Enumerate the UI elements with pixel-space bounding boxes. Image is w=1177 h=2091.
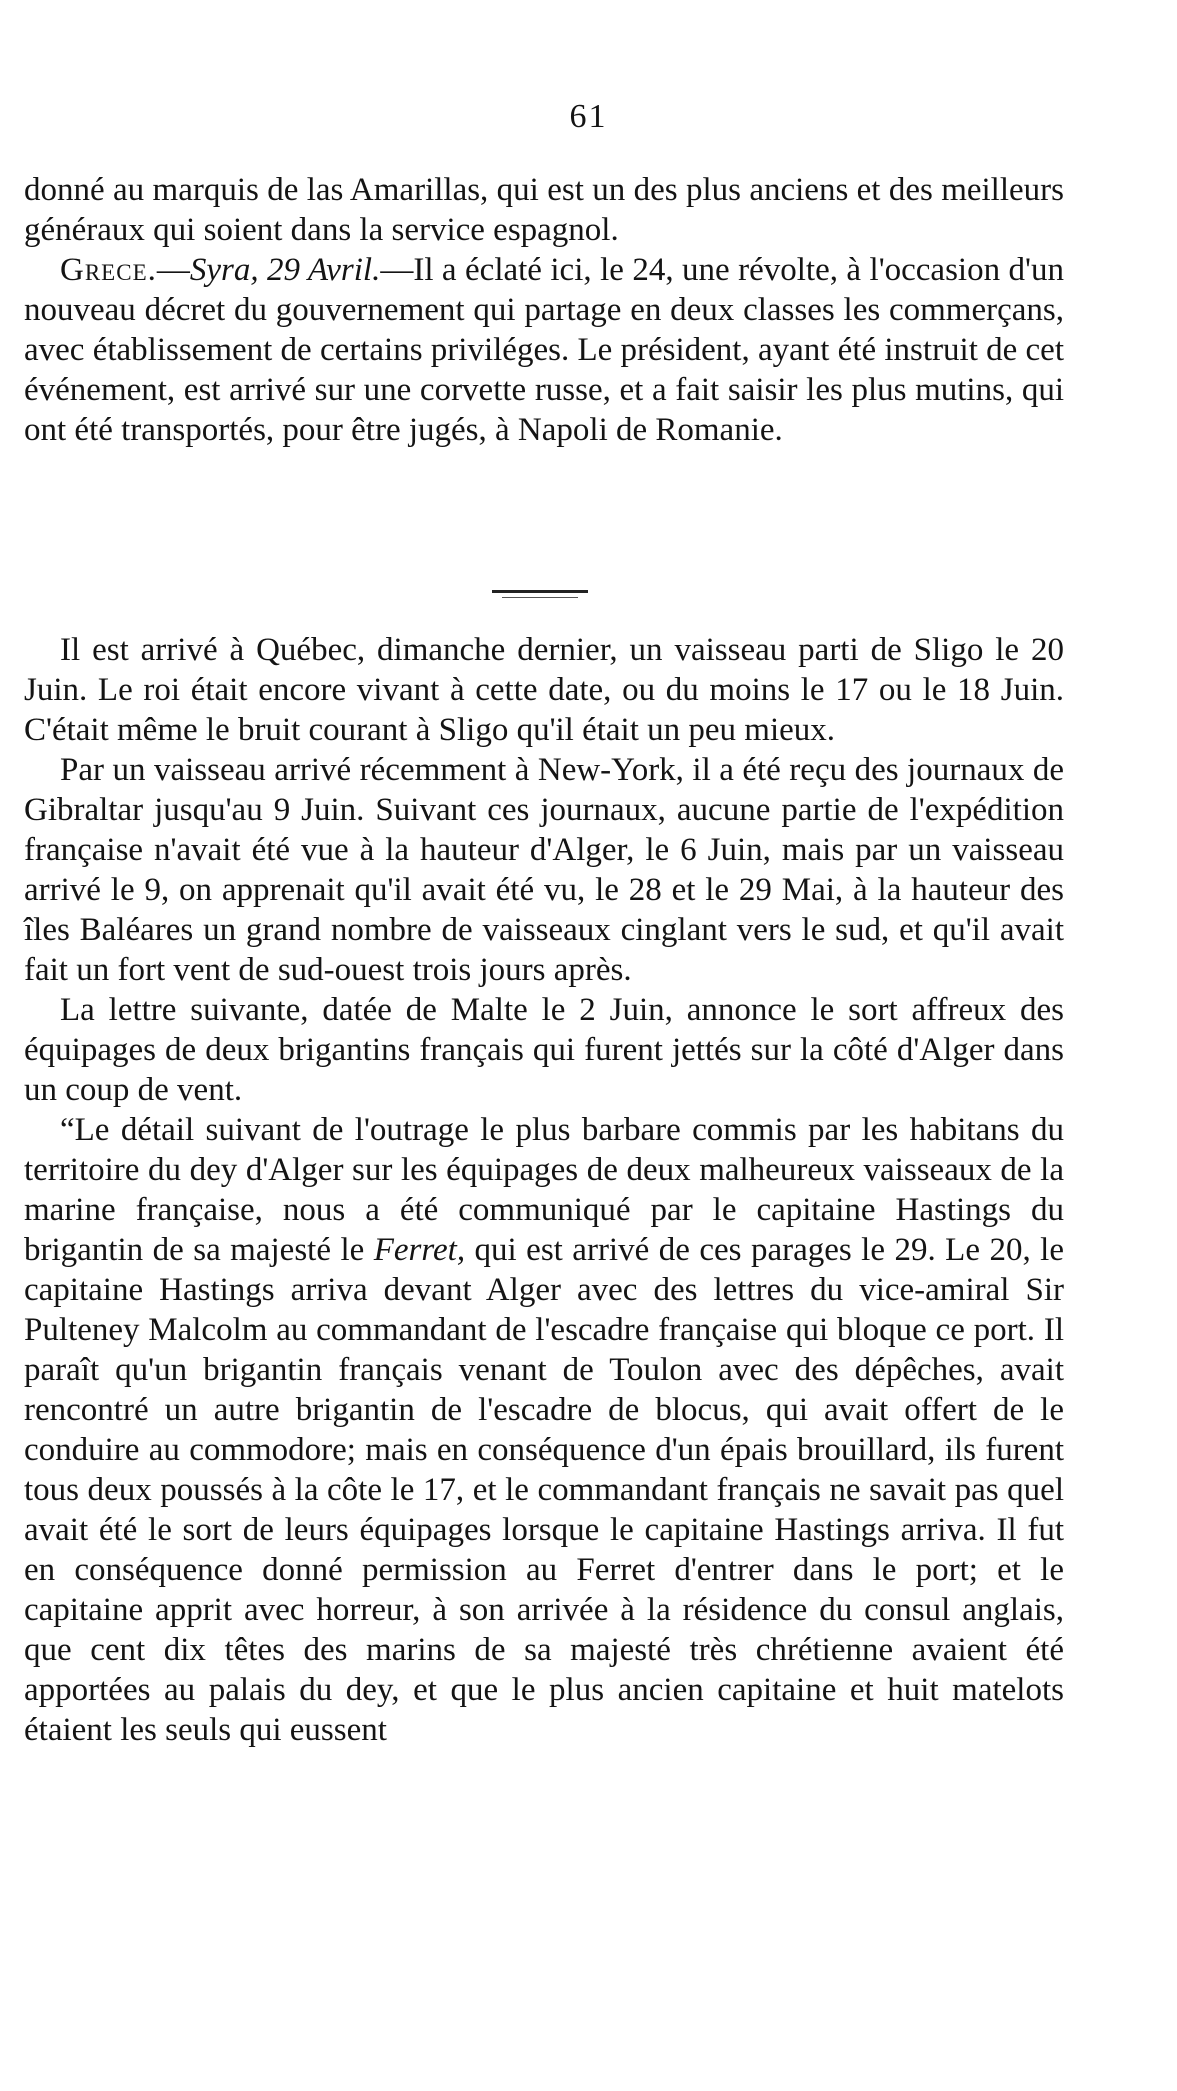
section-grece bbox=[24, 170, 1064, 450]
paragraph-malta-letter: La lettre suivante, datée de Malte le 2 Juin, annonce le sort affreux des équipages de deux brigantins français qui furent jettés sur la côté d'Alger dans un coup de vent. bbox=[24, 992, 1064, 1108]
dateline: Syra, 29 Avril. bbox=[189, 252, 381, 288]
ship-name: Ferret, bbox=[373, 1232, 466, 1268]
page-number: 61 bbox=[569, 98, 608, 135]
report-opening: “Le détail suivant de l'outrage le plus barbare commis par les habitans du territoire du dey d'Alger sur les équipages de deux malheureux vaisseaux de la marine française, nous a été communiqué par le capitaine Hastings du brigantin de sa majesté le bbox=[24, 1112, 1064, 1268]
continued-paragraph: donné au marquis de las Amarillas, qui est un des plus anciens et des meilleurs généraux qui soient dans la service espagnol. bbox=[24, 172, 1064, 248]
paragraph-quebec: Il est arrivé à Québec, dimanche dernier, un vaisseau parti de Sligo le 20 Juin. Le roi était encore vivant à cette date, ou du moins le 17 ou le 18 Juin. C'était même le bruit courant à Sligo qu'il était un peu mieux. bbox=[24, 632, 1064, 748]
dash: — bbox=[156, 252, 190, 288]
country-heading: Grece. bbox=[60, 252, 157, 288]
report-continuation: qui est arrivé de ces parages le 29. Le 20, le capitaine Hastings arriva devant Alger avec des lettres du vice-amiral Sir Pulteney Malcolm au commandant de l'escadre française qui bloque ce port. Il paraît qu'un brigantin français venant de Toulon avec des dépêches, avait rencontré un autre brigantin de l'escadre de blocus, qui avait offert de le conduire au commodore; mais en conséquence d'un épais brouillard, ils furent tous deux poussés à la côte le 17, et le commandant français ne savait pas quel avait été le sort de leurs équipages lorsque le capitaine Hastings arriva. Il fut en conséquence donné permission au Ferret d'entrer dans le port; et le capitaine apprit avec horreur, à son arrivée à la résidence du consul anglais, que cent dix têtes des marins de sa majesté très chrétienne avaient été apportées au palais du dey, et que le plus ancien capitaine et huit matelots étaient les seuls qui eussent bbox=[24, 1232, 1064, 1748]
dash: — bbox=[380, 252, 414, 288]
greece-news-body: Il a éclaté ici, le 24, une révolte, à l'occasion d'un nouveau décret du gouvernement qui partage en deux classes les commerçans, avec établissement de certains priviléges. Le président, ayant été instruit de cet événement, est arrivé sur une corvette russe, et a fait saisir les plus mutins, qui ont été transportés, pour être jugés, à Napoli de Romanie. bbox=[24, 252, 1064, 448]
paragraph-hastings-report bbox=[24, 1110, 1064, 1750]
paragraph-gibraltar: Par un vaisseau arrivé récemment à New-York, il a été reçu des journaux de Gibraltar jusqu'au 9 Juin. Suivant ces journaux, aucune partie de l'expédition française n'avait été vue à la hauteur d'Alger, le 6 Juin, mais par un vaisseau arrivé le 9, on apprenait qu'il avait été vu, le 28 et le 29 Mai, à la hauteur des îles Baléares un grand nombre de vaisseaux cinglant vers le sud, et qu'il avait fait un fort vent de sud-ouest trois jours après. bbox=[24, 752, 1064, 988]
section-separator bbox=[492, 590, 588, 593]
section-news bbox=[24, 630, 1064, 1750]
greece-news-paragraph bbox=[24, 250, 1064, 450]
